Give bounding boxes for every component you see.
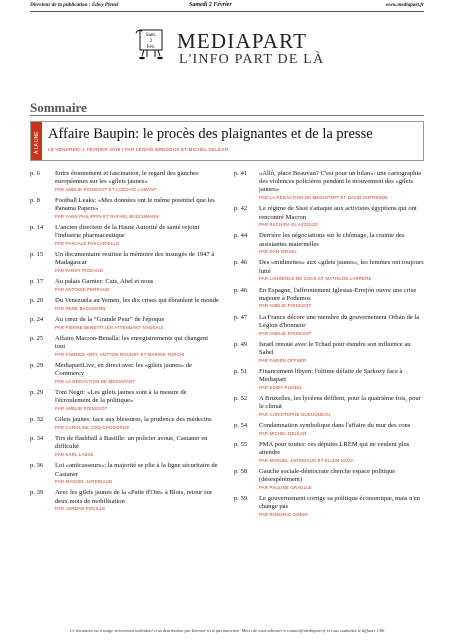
toc-entry[interactable] bbox=[234, 287, 424, 310]
toc-entry-author: PAR MANUEL JARDINAUD bbox=[55, 479, 113, 485]
toc-entry-title[interactable]: Affaire Macron-Benalla: les enregistrements qui changent tout bbox=[55, 335, 209, 351]
toc-entry-title[interactable]: Des «midinettes» aux «gilets jaunes», les femmes ont toujours lutté bbox=[259, 259, 424, 275]
section-divider bbox=[30, 115, 424, 116]
toc-entry[interactable] bbox=[234, 170, 424, 201]
toc-page-number: p. 15 bbox=[30, 251, 44, 259]
toc-entry-author: PAR PIERRE BENETTI (EN ATTENDANT NADEAU) bbox=[55, 324, 164, 330]
toc-entry-author: PAR DAN ISRAEL bbox=[259, 249, 298, 255]
toc-entry[interactable] bbox=[30, 416, 220, 431]
toc-entry-author: PAR FABIEN OFFNER bbox=[259, 357, 307, 363]
issue-date: Samedi 2 Février bbox=[189, 2, 232, 8]
toc-entry-author: PAR MANUEL JARDINAUD ET ELLEN SALVI bbox=[259, 457, 354, 463]
toc-entry-author: PAR RENÉ BACKMANN bbox=[55, 305, 106, 311]
front-page-ribbon bbox=[31, 122, 42, 160]
toc-entry-title[interactable]: Tirs de flashball à Bastille: un policier avoue, Castaner en difficulté bbox=[55, 435, 208, 451]
masthead bbox=[134, 25, 334, 75]
toc-entry[interactable] bbox=[234, 205, 424, 228]
toc-entry-title[interactable]: MediapartLive, en direct avec les «gilets jaunes» de Commercy bbox=[55, 362, 192, 378]
toc-entry-title[interactable]: Avec les gilets jaunes de la «Patte d'Oie» à Blois, retour sur deux mois de mobilisation bbox=[55, 489, 213, 505]
toc-entry-author: PAR AMÉLIE POINSSOT bbox=[259, 303, 312, 309]
toc-entry-author: PAR ANTOINE PERRAUD bbox=[55, 287, 110, 293]
toc-entry-title[interactable]: Loi «anticasseurs»: la majorité se plie à la ligne sécuritaire de Castaner bbox=[55, 462, 218, 478]
toc-entry[interactable] bbox=[234, 314, 424, 337]
toc-entry-title[interactable]: Le gouvernement corrige sa politique économique, mais n'en change pas bbox=[259, 495, 420, 511]
toc-entry-title[interactable]: Financement libyen: l'ultime défaite de Sarkozy face à Mediapart bbox=[259, 367, 403, 384]
toc-entry[interactable] bbox=[234, 368, 424, 391]
toc-entry-author: PAR CAROLINE COQ-CHODORGE bbox=[55, 425, 130, 431]
toc-entry[interactable] bbox=[30, 435, 220, 458]
toc-entry-title[interactable]: Israël renoue avec le Tchad pour étendre son influence au Sahel bbox=[259, 340, 411, 356]
toc-page-number: p. 49 bbox=[234, 340, 248, 348]
header-divider bbox=[30, 11, 424, 12]
toc-entry[interactable] bbox=[234, 422, 424, 437]
logo-date: 2 bbox=[149, 39, 153, 44]
toc-entry[interactable] bbox=[30, 362, 220, 385]
toc-entry[interactable] bbox=[234, 468, 424, 491]
toc-entry-author: PAR AMÉLIE POINSSOT bbox=[259, 330, 312, 336]
toc-entry-title[interactable]: A Bruxelles, les lycéens défilent, pour la quatrième fois, pour le climat bbox=[259, 394, 421, 411]
logo-month: Fév. bbox=[146, 45, 156, 50]
toc-entry-title[interactable]: Toni Negri: «Les gilets jaunes sont à la mesure de l'écroulement de la politique» bbox=[55, 389, 187, 405]
toc-entry-author: PAR AMÉLIE POINSSOT ET LUDOVIC LAMANT bbox=[55, 186, 157, 192]
toc-entry-author: PAR FABRICE ARFI, ANTTON ROUGET ET MARINE TURCHI bbox=[55, 351, 185, 357]
toc-entry[interactable] bbox=[234, 341, 424, 364]
toc-entry[interactable] bbox=[234, 259, 424, 282]
toc-entry-author: PAR LAURENCE DE COCK ET MATHILDE LARRÈRE bbox=[259, 276, 372, 282]
toc-page-number: p. 32 bbox=[30, 416, 44, 424]
ribbon-label: À LA UNE bbox=[34, 131, 40, 154]
toc-page-number: p. 20 bbox=[30, 297, 44, 305]
toc-right-column bbox=[234, 170, 424, 522]
toc-entry[interactable] bbox=[30, 489, 220, 512]
toc-page-number: p. 41 bbox=[234, 170, 248, 177]
brand-name: MEDIAPART bbox=[177, 29, 308, 53]
toc-entry[interactable] bbox=[234, 395, 424, 418]
toc-page-number: p. 17 bbox=[30, 278, 44, 286]
toc-page-number: p. 39 bbox=[30, 489, 44, 497]
lead-article-byline: LE VENDREDI 1 FÉVRIER 2019 | PAR LÉNAÏG BREDOUX ET MICHEL DELÉAN bbox=[48, 147, 229, 152]
toc-page-number: p. 29 bbox=[30, 389, 44, 397]
toc-page-number: p. 58 bbox=[234, 468, 248, 476]
toc-page-number: p. 46 bbox=[234, 259, 248, 267]
toc-entry-author: PAR EDWY PLENEL bbox=[259, 384, 303, 390]
toc-entry-author: PAR CHRISTOPHE GUEUGNEAU bbox=[259, 411, 331, 417]
toc-entry-title[interactable]: PMA pour toutes: ces députés LREM qui ne veulent plus attendre bbox=[259, 440, 410, 457]
toc-page-number: p. 29 bbox=[30, 362, 44, 370]
toc-entry[interactable] bbox=[30, 297, 220, 312]
toc-page-number: p. 54 bbox=[234, 422, 248, 430]
toc-entry-title[interactable]: En Espagne, l'affrontement Iglesias-Errejón ouvre une crise majeure à Podemos bbox=[259, 286, 417, 302]
toc-entry-author: PAR RACHIDA EL AZZOUZI bbox=[259, 222, 318, 228]
brand-tagline: L'INFO PART DE LÀ bbox=[179, 52, 325, 67]
toc-entry-author: PAR PAULINE GRAULLE bbox=[259, 484, 312, 490]
toc-entry-author: PAR AMÉLIE POINSSOT bbox=[55, 406, 108, 412]
toc-page-number: p. 55 bbox=[234, 440, 248, 448]
toc-entry-title[interactable]: Le régime de Sissi s'attaque aux activistes égyptiens qui ont rencontré Macron bbox=[259, 205, 417, 221]
toc-entry[interactable] bbox=[30, 335, 220, 358]
toc-entry[interactable] bbox=[30, 278, 220, 293]
toc-page-number: p. 42 bbox=[234, 205, 248, 213]
toc-entry[interactable] bbox=[30, 197, 220, 220]
toc-entry-author: PAR PASCALE PASCARIELLO bbox=[55, 241, 120, 247]
toc-page-number: p. 24 bbox=[30, 316, 44, 324]
toc-entry[interactable] bbox=[30, 224, 220, 247]
toc-page-number: p. 25 bbox=[30, 335, 44, 343]
toc-entry-author: PAR YANN PHILIPPIN ET RAFAEL BUSCHMANN bbox=[55, 214, 159, 219]
toc-entry[interactable] bbox=[30, 462, 220, 485]
toc-entry[interactable] bbox=[234, 495, 424, 518]
toc-page-number: p. 47 bbox=[234, 313, 248, 321]
toc-page-number: p. 44 bbox=[234, 232, 248, 240]
toc-entry-author: PAR FANNY PIGEAUD bbox=[55, 268, 103, 274]
toc-entry-title[interactable]: «Allô, place Beauvau? C'est pour un bilan»: une cartographie des violences policières pendant le mouvement des «gilets jaunes» bbox=[259, 170, 422, 194]
toc-entry-author: PAR ROMARIC GODIN bbox=[259, 512, 308, 518]
toc-entry-author: PAR KARL LASKE bbox=[55, 452, 94, 458]
website-url: www.mediapart.fr bbox=[385, 2, 424, 8]
toc-page-number: p. 52 bbox=[234, 394, 248, 402]
toc-page-number: p. 59 bbox=[234, 495, 248, 503]
section-title: Sommaire bbox=[30, 100, 87, 115]
toc-entry-author: PAR JORDAN POUILLE bbox=[55, 506, 106, 512]
publication-director: Directeur de la publication : Edwy Plenel bbox=[30, 2, 119, 8]
logo-day: Sam. bbox=[145, 33, 157, 38]
toc-entry-title[interactable]: Du Venezuela au Yemen, les dix crises qui ébranlent le monde bbox=[55, 297, 219, 305]
toc-entry-author: PAR MICHEL DELÉAN bbox=[259, 430, 307, 436]
toc-left-column bbox=[30, 170, 220, 517]
toc-page-number: p. 46 bbox=[234, 286, 248, 294]
toc-entry-author: PAR LA RÉDACTION DE MEDIAPART ET DAVID DUFRESNE bbox=[259, 195, 389, 201]
toc-entry[interactable] bbox=[30, 170, 220, 193]
toc-entry-author: PAR LA RÉDACTION DE MEDIAPART bbox=[55, 379, 136, 385]
toc-entry[interactable] bbox=[30, 389, 220, 412]
toc-page-number: p. 51 bbox=[234, 367, 248, 375]
lead-article-title[interactable]: Affaire Baupin: le procès des plaignantes et de la presse bbox=[48, 126, 373, 142]
toc-entry-title[interactable]: Un documentaire restitue la mémoire des insurgés de 1947 à Madagascar bbox=[55, 251, 215, 267]
toc-entry-title[interactable]: Entre étonnement et fascination, le regard des gauches européennes sur les «gilets jaunes» bbox=[55, 170, 199, 186]
toc-entry-title[interactable]: Gilets jaunes: face aux blessures, la prudence des médecins bbox=[55, 416, 212, 424]
toc-entry-title[interactable]: L'ancien directeur de la Haute Autorité de santé rejoint l'industrie pharmaceutique bbox=[55, 224, 200, 240]
toc-entry-title[interactable]: Derrière les négociations sur le chômage, la crainte des assistantes maternelles bbox=[259, 232, 405, 248]
legal-footer: Ce document est à usage strictement individuel et sa distribution par Internet n'est pas autorisée. Merci de vous adresser à contact@mediapart.fr si vous souhaitez le diffuser 1/86 bbox=[69, 628, 385, 633]
toc-page-number: p. 8 bbox=[30, 197, 40, 205]
toc-entry[interactable] bbox=[234, 232, 424, 255]
toc-entry-title[interactable]: Gauche sociale-démocrate cherche espace politique (désespérément) bbox=[259, 468, 396, 484]
toc-entry-title[interactable]: Au cœur de la “Grande Peur” de l'époque bbox=[55, 316, 165, 324]
toc-entry-title[interactable]: Condamnation symbolique dans l'affaire du mur des cons bbox=[259, 422, 411, 430]
toc-entry[interactable] bbox=[30, 316, 220, 331]
toc-page-number: p. 14 bbox=[30, 224, 44, 232]
newspaper-logo bbox=[134, 27, 168, 61]
lead-article[interactable] bbox=[30, 121, 424, 161]
toc-page-number: p. 6 bbox=[30, 170, 40, 177]
toc-entry-title[interactable]: Au palais Garnier: Cats, Abel et nous bbox=[55, 278, 154, 286]
toc-entry[interactable] bbox=[234, 441, 424, 464]
toc-entry-title[interactable]: La France décore une membre du gouvernement Orbán de la Légion d'honneur bbox=[259, 313, 420, 329]
toc-entry-title[interactable]: Football Leaks: «Mes données ont le même potentiel que les Panama Papers» bbox=[55, 197, 215, 213]
toc-entry[interactable] bbox=[30, 251, 220, 274]
toc-page-number: p. 34 bbox=[30, 435, 44, 443]
toc-page-number: p. 36 bbox=[30, 462, 44, 470]
